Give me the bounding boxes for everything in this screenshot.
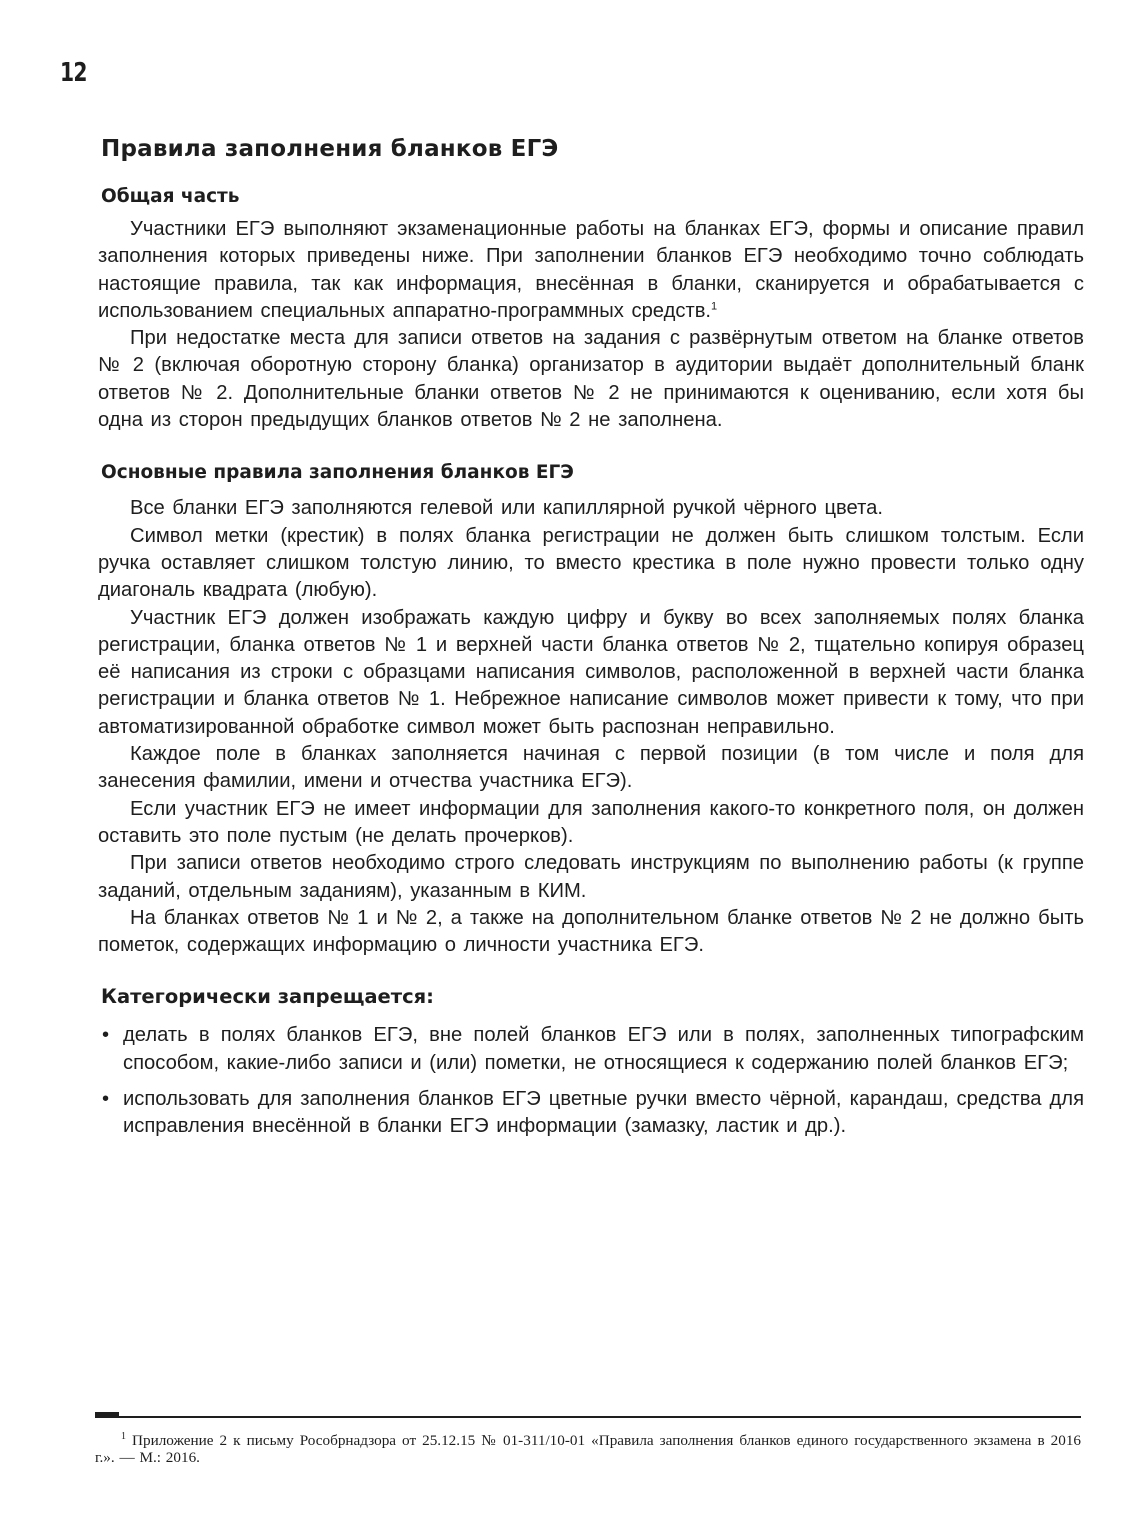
rules-paragraph: Символ метки (крестик) в полях бланка регистрации не должен быть слишком толстым. Если ручка оставляет слишком толстую линию, то вместо крестика в поле нужно провести только одну диагональ квадрата (любую).	[98, 524, 1084, 602]
rules-paragraph: Каждое поле в бланках заполняется начиная с первой позиции (в том числе и поля для занесения фамилии, имени и отчества участника ЕГЭ).	[98, 743, 1084, 793]
rules-paragraph: Если участник ЕГЭ не имеет информации для заполнения какого-то конкретного поля, он должен оставить это поле пустым (не делать прочерков).	[98, 797, 1084, 847]
section-rules	[98, 462, 1084, 959]
footnote-block	[95, 1412, 1081, 1466]
list-item-text: делать в полях бланков ЕГЭ, вне полей бланков ЕГЭ или в полях, заполненных типографским способом, какие-либо записи и (или) пометки, не относящиеся к содержанию полей бланков ЕГЭ;	[123, 1024, 1084, 1074]
section-general-heading: Общая часть	[101, 186, 240, 207]
bullet-icon: •	[102, 1024, 110, 1047]
list-item-text: использовать для заполнения бланков ЕГЭ цветные ручки вместо чёрной, карандаш, средства для исправления внесённой в бланки ЕГЭ информации (замазку, ластик и др.).	[123, 1088, 1084, 1138]
page-content	[98, 130, 1084, 1150]
general-paragraph-1-text: Участники ЕГЭ выполняют экзаменационные работы на бланках ЕГЭ, формы и описание правил заполнения которых приведены ниже. При заполнении бланков ЕГЭ необходимо точно соблюдать настоящие правила, так как информация, внесённая в бланки, сканируется и обрабатывается с использованием специальных аппаратно-программных средств.	[98, 218, 1084, 322]
page-number: 12	[60, 58, 87, 88]
footnote	[95, 1432, 1081, 1466]
footnote-text: Приложение 2 к письму Рособрнадзора от 25.12.15 № 01-311/10-01 «Правила заполнения бланков единого государственного экзамена в 2016 г.». — М.: 2016.	[95, 1431, 1082, 1466]
page-title: Правила заполнения бланков ЕГЭ	[101, 136, 559, 162]
general-paragraph-2: При недостатке места для записи ответов на задания с развёрнутым ответом на бланке ответов № 2 (включая оборотную сторону бланка) организатор в аудитории выдаёт дополнительный бланк ответов № 2. Дополнительные бланки ответов № 2 не принимаются к оцениванию, если хотя бы одна из сторон предыдущих бланков ответов № 2 не заполнена.	[98, 327, 1084, 432]
list-item	[98, 1086, 1084, 1141]
forbidden-list	[98, 1022, 1084, 1140]
general-paragraph-1	[98, 216, 1084, 325]
rules-paragraph: При записи ответов необходимо строго следовать инструкциям по выполнению работы (к группе заданий, отдельным заданиям), указанным в КИМ.	[98, 852, 1084, 902]
section-general	[98, 186, 1084, 434]
footnote-reference: 1	[711, 300, 718, 313]
footnote-number: 1	[121, 1430, 126, 1442]
rules-paragraph: Все бланки ЕГЭ заполняются гелевой или капиллярной ручкой чёрного цвета.	[130, 497, 883, 520]
list-item	[98, 1022, 1084, 1077]
section-forbidden	[98, 985, 1084, 1140]
footnote-separator-line	[95, 1416, 1081, 1418]
rules-paragraph: На бланках ответов № 1 и № 2, а также на дополнительном бланке ответов № 2 не должно быть пометок, содержащих информацию о личности участника ЕГЭ.	[98, 906, 1084, 957]
rules-paragraph: Участник ЕГЭ должен изображать каждую цифру и букву во всех заполняемых полях бланка регистрации, бланка ответов № 1 и верхней части бланка ответов № 2, тщательно копируя образец её написания из строки с образцами написания символов, расположенной в верхней части бланка регистрации и бланка ответов № 1. Небрежное написание символов может привести к тому, что при автоматизированной обработке символ может быть распознан неправильно.	[98, 606, 1084, 738]
bullet-icon: •	[102, 1088, 110, 1111]
section-rules-heading: Основные правила заполнения бланков ЕГЭ	[101, 462, 574, 484]
section-forbidden-heading: Категорически запрещается:	[101, 985, 434, 1009]
